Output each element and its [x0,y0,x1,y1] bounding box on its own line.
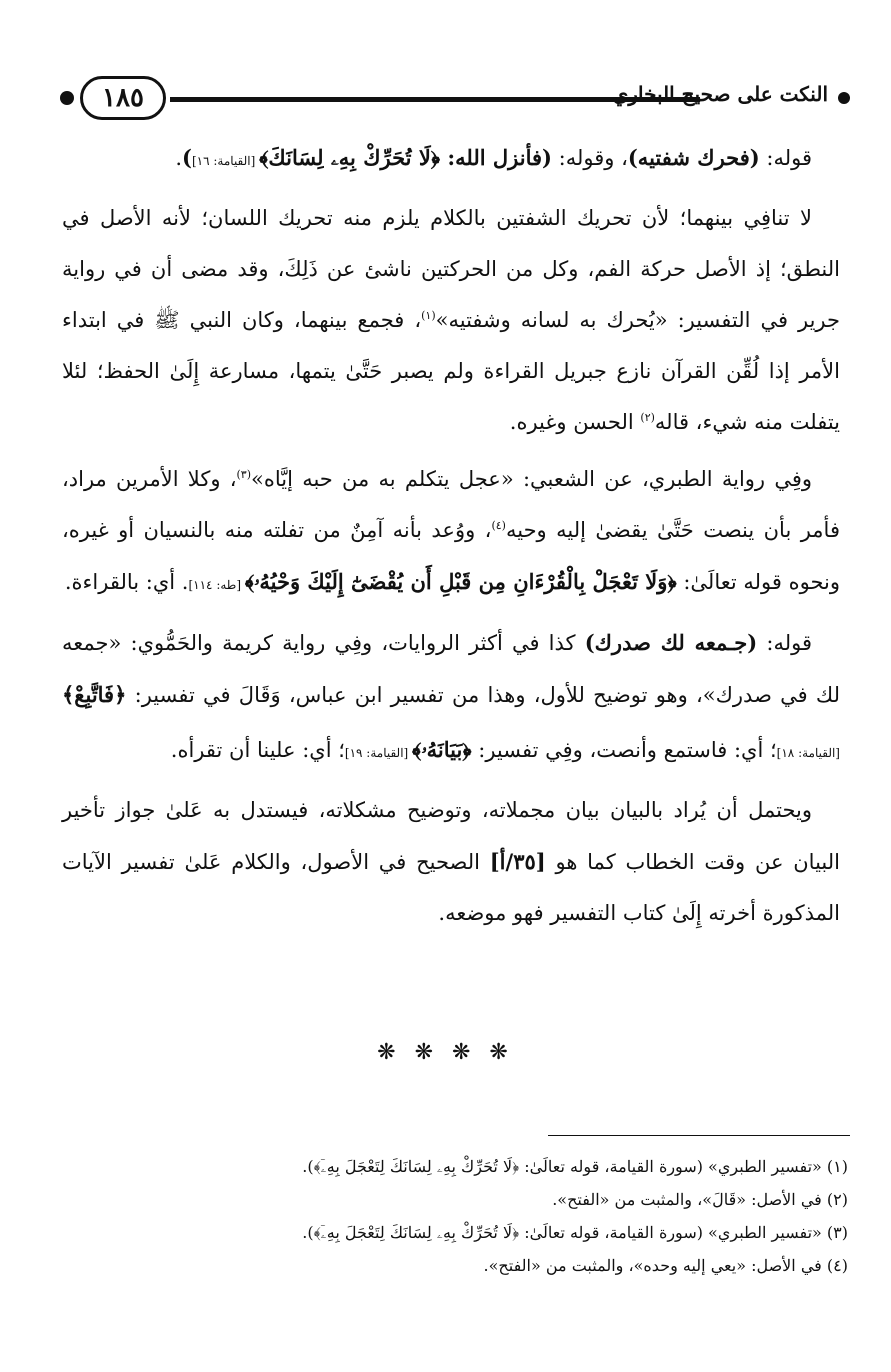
footnotes [230,1150,848,1282]
header-dot-right [838,92,850,104]
verse-reference: [القيامة: ١٨] [776,746,840,760]
quran-verse: ﴿وَلَا تَعْجَلْ بِالْقُرْءَانِ مِن قَبْلِ أَن يُقْضَىٰٓ إِلَيْكَ وَحْيُهُۥ﴾ [244,569,677,594]
text-run: ، وكلا الأمرين مراد، فأمر بأن ينصت حَتَّىٰ يقضىٰ إليه وحيه [62,467,840,542]
text-run: الصحيح في الأصول، والكلام عَلىٰ تفسير الآيات المذكورة أخرته إِلَىٰ كتاب التفسير فهو موضعه. [62,850,840,925]
page-header [60,76,850,126]
main-text [62,132,840,945]
text-run: ؛ أي: فاستمع وأنصت، وفِي تفسير: [471,738,777,762]
text-run: وفِي رواية الطبري، عن الشعبي: «عجل يتكلم به من حبه إيَّاه» [251,467,813,491]
paragraph [62,132,840,187]
paragraph [62,617,840,779]
text-run: ، فجمع بينهما، وكان النبي ﷺ في ابتداء الأمر إذا لُقِّن القرآن نازع جبريل القراءة ولم يصبر حَتَّىٰ يتمها، مسارعة إِلَىٰ الحفظ؛ لئلا يتفلت منه شيء، قاله [62,308,840,434]
text-run: ، ووُعد بأنه آمِنٌ من تفلته منه بالنسيان أو غيره، ونحوه قوله تعالَىٰ: [62,518,840,594]
paragraph [62,454,840,611]
footnote: (٤) في الأصل: «يعي إليه وحده»، والمثبت من «الفتح». [483,1256,848,1275]
quran-verse: ﴿بَيَانَهُۥ﴾ [412,737,472,762]
bold-quote: (جـمعه لك صدرك) [584,630,758,655]
verse-reference: [طه: ١١٤] [188,578,245,592]
text-run: ويحتمل أن يُراد بالبيان بيان مجملاته، وتوضيح مشكلاته، فيستدل به عَلىٰ جواز تأخير البيان عن وقت الخطاب كما هو [62,798,840,874]
quran-verse: ﴿فَاتَّبِعْ﴾ [62,682,127,707]
text-run: . [175,146,183,170]
footnote: (٢) في الأصل: «قَالَ»، والمثبت من «الفتح». [552,1190,848,1209]
verse-reference: [القيامة: ١٩] [344,746,413,760]
running-title: النكت على صحيح البخاري [612,82,828,106]
text-run: لا تنافِي بينهما؛ لأن تحريك الشفتين بالكلام يلزم منه تحريك اللسان؛ لأنه الأصل في النطق؛ إذ الأصل حركة الفم، وكل من الحركتين ناشئ عن ذَلِكَ، وقد مضى أن في رواية جرير في التفسير: «يُحرك به لسانه وشفتيه» [62,206,840,332]
footnote-marker: (٤) [491,519,506,532]
footnote-marker: (٢) [640,411,655,424]
quran-verse: ﴿لَا تُحَرِّكْ بِهِۦ لِسَانَكَ﴾ [259,145,441,170]
section-ornament: ❋ ❋ ❋ ❋ [377,1040,514,1065]
bold-quote: ) [182,145,192,170]
footnote-marker: (١) [421,309,436,322]
text-run: ؛ أي: علينا أن تقرأه. [170,738,345,762]
paragraph [62,193,840,448]
text-run: قوله: [757,631,812,655]
bold-quote: (فأنزل الله: [440,145,552,170]
bold-quote: (فحرك شفتيه) [627,145,760,170]
paragraph [62,785,840,939]
verse-reference: [القيامة: ١٦] [191,154,260,168]
text-run: ، وقوله: [551,146,628,170]
footnote: (٣) «تفسير الطبري» (سورة القيامة، قوله تعالَىٰ: ﴿لَا تُحَرِّكْ بِهِۦ لِسَانَكَ لِتَعْجَلَ بِهِۦٓ﴾). [302,1223,848,1242]
footnote-marker: (٣) [236,468,252,481]
text-run: كذا في أكثر الروايات، وفِي رواية كريمة والحَمُّوي: «جمعه لك في صدرك»، وهو توضيح للأول، وهذا من تفسير ابن عباس، وَقَالَ في تفسير: [62,631,840,707]
footnote: (١) «تفسير الطبري» (سورة القيامة، قوله تعالَىٰ: ﴿لَا تُحَرِّكْ بِهِۦ لِسَانَكَ لِتَعْجَلَ بِهِۦٓ﴾). [302,1157,848,1176]
text-run: الحسن وغيره. [509,410,641,434]
footnote-separator [548,1135,850,1136]
page-number: ١٨٥ [80,76,166,120]
header-dot-left [60,91,74,105]
text-run: قوله: [759,146,812,170]
text-run: . أي: بالقراءة. [64,570,189,594]
bold-quote: [٣٥/أ] [489,849,546,874]
